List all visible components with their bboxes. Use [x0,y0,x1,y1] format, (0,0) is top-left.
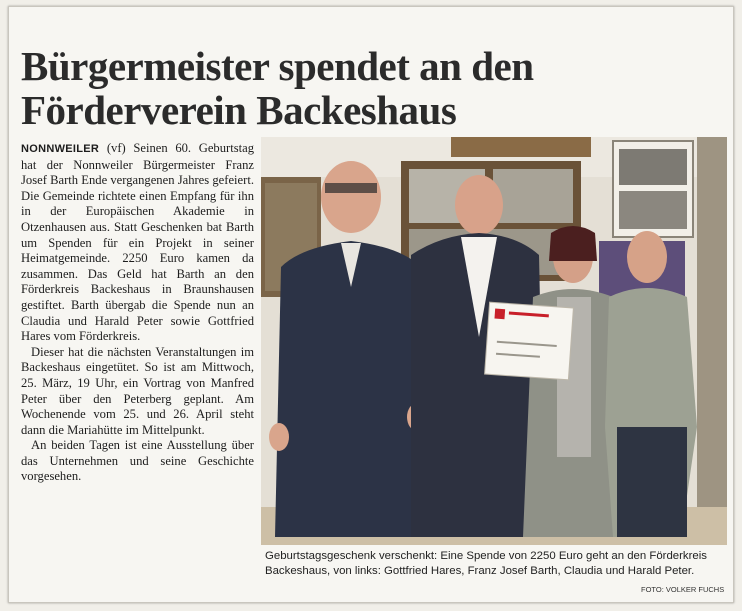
photo-illustration [261,137,727,545]
photo-credit: FOTO: VOLKER FUCHS [641,585,725,594]
headline [21,44,621,132]
photo-caption: Geburtstagsgeschenk verschenkt: Eine Spende von 2250 Euro geht an den Förderkreis Backeshaus, von links: Gottfried Hares, Franz Josef Barth, Claudia und Harald Peter. [265,550,707,577]
article-body [21,141,254,485]
headline-line-2: Förderverein Backeshaus [21,87,457,134]
paragraph-1 [21,141,254,345]
headline-line-1: Bürgermeister spendet an den [21,43,534,90]
article-photo [261,137,727,545]
paragraph-1-text: (vf) Seinen 60. Geburtstag hat der Nonnweiler Bürgermeister Franz Josef Barth Ende vergangenen Jahres gefeiert. Die Gemeinde richtete einen Empfang für ihn in der Europäischen Akademie in Otzenhausen aus. Statt Geschenken bat Barth um Spenden für ein Projekt in seiner Heimatgemeinde. 2250 Euro kamen da zusammen. Das Geld hat Barth an den Förderkreis Backeshaus in Braunshausen gestiftet. Barth übergab die Spende nun an Claudia und Harald Peter sowie Gottfried Hares vom Förderkreis. [21,141,254,344]
adjacent-article-faded [613,13,733,133]
paragraph-2: Dieser hat die nächsten Veranstaltungen im Backeshaus eingetütet. So ist am Mittwoch, 25. März, 19 Uhr, ein Vortrag von Manfred Peter über den Peterberg geplant. Am Wochenende vom 25. und 26. April steht dann die Mariahütte im Mittelpunkt. [21,344,254,437]
dateline: NONNWEILER [21,143,100,155]
newspaper-clipping [8,6,734,603]
paragraph-3: An beiden Tagen ist eine Ausstellung über das Unternehmen und seine Geschichte vorgesehen. [21,438,254,484]
